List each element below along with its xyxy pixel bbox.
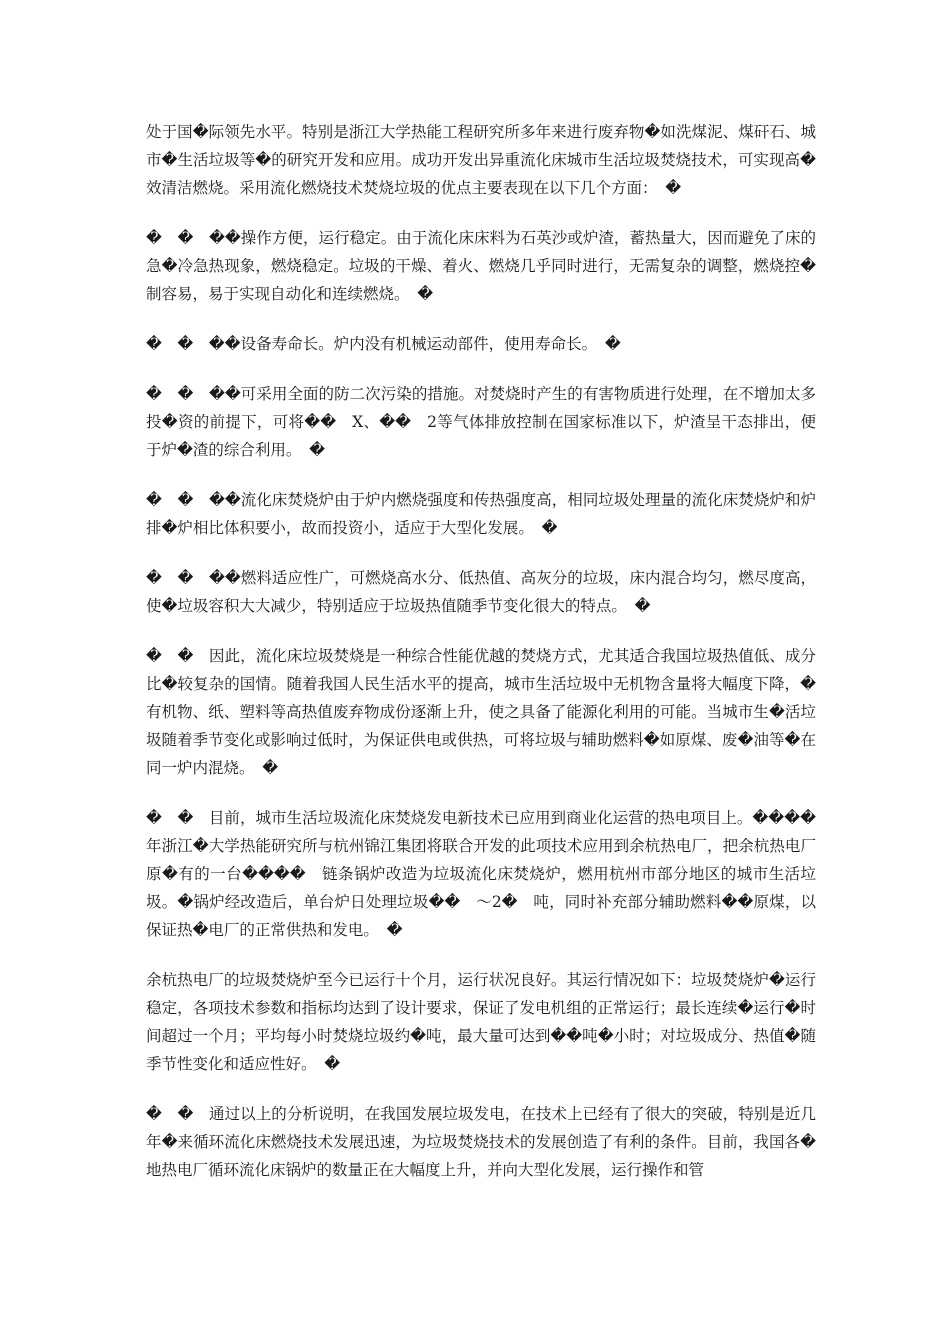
paragraph-9: 余杭热电厂的垃圾焚烧炉至今已运行十个月，运行状况良好。其运行情况如下：垃圾焚烧炉�运行稳定，各项技术参数和指标均达到了设计要求，保证了发电机组的正常运行；最长连续�运行�时间超过一个月；平均每小时焚烧垃圾约�吨，最大量可达到��吨�小时；对垃圾成分、热值�随季节性变化和适应性好。 � (146, 971, 816, 1073)
paragraph-7: � � 因此，流化床垃圾焚烧是一种综合性能优越的焚烧方式，尤其适合我国垃圾热值低、成分比�较复杂的国情。随着我国人民生活水平的提高，城市生活垃圾中无机物含量将大幅度下降，�有机物、纸、塑料等高热值废弃物成份逐渐上升，使之具备了能源化利用的可能。当城市生�活垃圾随着季节变化或影响过低时，为保证供电或供热，可将垃圾与辅助燃料�如原煤、废�油等�在同一炉内混烧。 � (146, 647, 816, 777)
paragraph-6: � � ��燃料适应性广，可燃烧高水分、低热值、高灰分的垃圾，床内混合均匀，燃尽度高，使�垃圾容积大大减少，特别适应于垃圾热值随季节变化很大的特点。 � (146, 569, 816, 615)
paragraph-3: � � ��设备寿命长。炉内没有机械运动部件，使用寿命长。 � (146, 335, 621, 353)
paragraph-1: 处于国�际领先水平。特别是浙江大学热能工程研究所多年来进行废弃物�如洗煤泥、煤矸石、城市�生活垃圾等�的研究开发和应用。成功开发出异重流化床城市生活垃圾焚烧技术，可实现高�效清洁燃烧。采用流化燃烧技术焚烧垃圾的优点主要表现在以下几个方面： � (146, 123, 816, 197)
paragraph-5: � � ��流化床焚烧炉由于炉内燃烧强度和传热强度高，相同垃圾处理量的流化床焚烧炉和炉排�炉相比体积要小，故而投资小，适应于大型化发展。 � (146, 491, 816, 537)
paragraph-8: � � 目前，城市生活垃圾流化床焚烧发电新技术已应用到商业化运营的热电项目上。����年浙江�大学热能研究所与杭州锦江集团将联合开发的此项技术应用到余杭热电厂，把余杭热电厂原�有的一台���� 链条锅炉改造为垃圾流化床焚烧炉，燃用杭州市部分地区的城市生活垃圾。�锅炉经改造后，单台炉日处理垃圾�� ～2� 吨，同时补充部分辅助燃料��原煤，以保证热�电厂的正常供热和发电。 � (146, 809, 816, 939)
document-body (146, 118, 816, 1206)
paragraph-10: � � 通过以上的分析说明，在我国发展垃圾发电，在技术上已经有了很大的突破，特别是近几年�来循环流化床燃烧技术发展迅速，为垃圾焚烧技术的发展创造了有利的条件。目前，我国各�地热电厂循环流化床锅炉的数量正在大幅度上升，并向大型化发展，运行操作和管 (146, 1105, 816, 1179)
paragraph-2: � � ��操作方便，运行稳定。由于流化床床料为石英沙或炉渣，蓄热量大，因而避免了床的急�冷急热现象，燃烧稳定。垃圾的干燥、着火、燃烧几乎同时进行，无需复杂的调整，燃烧控�制容易，易于实现自动化和连续燃烧。 � (146, 229, 816, 303)
paragraph-4: � � ��可采用全面的防二次污染的措施。对焚烧时产生的有害物质进行处理，在不增加太多投�资的前提下，可将�� X、�� 2等气体排放控制在国家标准以下，炉渣呈干态排出，便于炉�渣的综合利用。 � (146, 385, 816, 459)
